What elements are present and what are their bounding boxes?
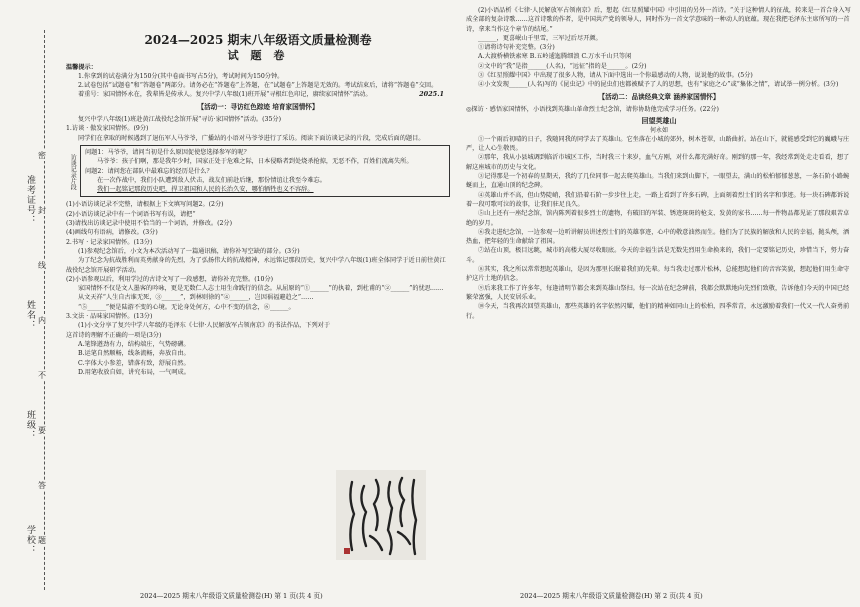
- article-paragraph: ③记得那是一个初春的星期天，我约了几位同事一起去爬英雄山。当我们来到山脚下，一眼望去，满山的松柏郁郁葱葱，一条石阶小路蜿蜒而上，直通山顶的纪念碑。: [466, 173, 850, 190]
- interview-line: 我们一起铭记那段历史吧，捍卫祖国和人民的长治久安，哪怕牺牲也义不容辞。: [97, 186, 314, 194]
- poem-line: A.大渡桥横铁索寒 B.五岭逶迤腾细浪 C.万水千山只等闲: [478, 53, 632, 61]
- q1-sub: (1)小语访谈记录不完整，请根据上下文填写问题2。(2分): [66, 201, 224, 209]
- article-paragraph: ①一个雨后初晴的日子，我随同我的同学去了英雄山。它坐落在小城的郊外，树木苍翠，山路曲折。站在山下，就能感受到它的巍峨与庄严，让人心生敬畏。: [466, 135, 850, 153]
- seal-dashed-line: [44, 30, 45, 590]
- seal-char: 线: [38, 261, 46, 270]
- q2-line: “⑤______”便是陆游不变的心境。无论身处何方，心中不变的信念，⑥______。: [78, 303, 295, 311]
- q1-sub: (3)请找出访谈记录中使用不恰当的一个词语，并修改。(2分): [66, 220, 233, 228]
- footer-left: 2024—2025 期末八年级语文质量检测卷(H) 第 1 页(共 4 页): [140, 592, 323, 600]
- activity2-heading: 【活动二：品读经典文章 涵养家国情怀】: [598, 92, 720, 101]
- poem-line: ③《红星照耀中国》中出现了很多人物，请从下面中选出一个你最感动的人物，说说他的故事。(5分): [478, 72, 753, 80]
- article-paragraph: ②那年，我从小县城调到临沂市城区工作，当时我三十来岁，血气方刚，对什么都充满好奇。刚到的那一年，我经常到处走走看看，想了解这座城市的历史与文化。: [466, 154, 850, 171]
- article-paragraph: ⑥我走进纪念馆，一边参观一边听讲解员讲述烈士们的英雄事迹，心中的敬意油然而生。他们为了民族的解放和人民的幸福，抛头颅，洒热血，把年轻的生命献给了祖国。: [466, 228, 850, 246]
- poem-line: ②文中的“我”是指______(人名)，“远征”指的是______。(2分): [478, 62, 647, 70]
- q1-sub: (4)画线句有语病，请修改。(3分): [66, 229, 158, 237]
- school-label: 学校：: [25, 525, 35, 555]
- q1-title: 1.访谈 · 傲发家国情怀。(9分): [66, 125, 149, 133]
- q2-intro: (1)参观纪念馆后，小文为本次活动写了一篇通讯稿，请你补写空缺的部分。(3分): [78, 247, 300, 255]
- q2-title: 2.书写 · 记录家国情怀。(13分): [66, 238, 153, 246]
- seal-char: 题: [38, 536, 46, 545]
- notice-item: 着重号：家国情怀永在，我辈皆是传承人。复兴中学八年级(1)班开展“寻根红色印记，赓续家国情怀”活动。: [78, 91, 372, 99]
- article-title: 回望英雄山: [641, 116, 677, 126]
- seal-char: 答: [38, 481, 46, 490]
- q3-title: 3.文法 · 品味家国情怀。(13分): [66, 313, 153, 321]
- q3-option: C.字体大小参差，错落有致，舒展自然。: [78, 359, 190, 367]
- exam-date: 2025.1: [419, 90, 444, 98]
- class-label: 班级：: [25, 410, 35, 440]
- interview-box-label: 访谈记录片段: [69, 153, 77, 190]
- activity1-intro: 复兴中学八年级(1)班赴黄江战役纪念馆开展“寻访·家国情怀”活动。(35分): [78, 116, 282, 124]
- q1-text: 同学们在拿取的时候遇到了退伍军人马爷爷，广播站的小语对马爷爷进行了采访。阅读下面访谈记录的片段，完成后面的题目。: [78, 134, 425, 142]
- activity2-intro: ◎探访 · 感悟家国情怀，小语找到英雄山革命烈士纪念馆，请你协助他完成学习任务。(22分): [466, 105, 719, 113]
- interview-line: 问题1：马爷爷，请问当初是什么原因促使您选择参军的呢？: [85, 148, 250, 156]
- right-q2-heading: (2)小语品析《七律·人民解放军占领南京》后，想起《红星照耀中国》中引用的另外一首诗。“关于这种情人的征战，转来是一首合身入写成全部的复杂诗歌……这首诗歌的作者，是中国共产党的领导人，同时作为一首文学意味的一种动人的底蕴。现在我把毛泽东主席所写的一首诗，拿来当作这个章节的结尾。”: [466, 7, 851, 33]
- interview-line: 在一次作战中，我们小队遭到敌人伏击，战友们前赴后继，那份情谊让我至今难忘。: [97, 176, 326, 184]
- article-author: 何永如: [649, 126, 668, 134]
- q2-line: 家国情怀不仅是文人墨客的吟咏，更是无数仁人志士用生命践行的信念。从屈原的“①______”的执着，到杜甫的“②______”的忧思……: [78, 285, 444, 293]
- q3-option: D.用笔收放自如，讲究布局，一气呵成。: [78, 368, 190, 376]
- article-paragraph: ④英雄山并不高，但山势陡峭，我们沿着石阶一步步往上走，一路上看到了许多石碑，上面刻着烈士们的名字和事迹。每一块石碑都诉说着一段可歌可泣的故事，让我们驻足良久。: [466, 191, 850, 208]
- seal-char: 不: [38, 371, 46, 380]
- article-paragraph: ⑩今天，当我再次回望英雄山，那些英雄的名字依然闪耀，他们的精神如同山上的松柏，四季常青，永远激励着我们一代又一代人奋勇前行。: [466, 303, 850, 320]
- article-paragraph: ⑨后来我工作了许多年，每逢清明节都会来到英雄山祭扫。每一次站在纪念碑前，我都会默默地向先烈们致敬，告诉他们今天的中国已经繁荣富强，人民安居乐业。: [466, 284, 850, 301]
- notice-item: 1.你拿到的试卷满分为150分(其中卷面书写占5分)，考试时间为150分钟。: [78, 72, 284, 80]
- interview-record-box: [69, 145, 450, 197]
- poem-line: ④小文发现______(人名)写的《昆虫记》中的昆虫们也都被赋予了人的思想，也有“家庭之心”或“集体之情”，请试举一例分析。(3分): [478, 81, 839, 89]
- q2-line: 从文天祥“人生自古谁无死，③______”，到林则徐的“④______，岂因祸福避趋之”……: [78, 294, 314, 302]
- left-column: [66, 28, 450, 377]
- poem-line: ______，更喜岷山千里雪，三军过后尽开颜。: [478, 34, 602, 42]
- seal-char: 内: [38, 316, 46, 325]
- interview-line: 马爷爷：孩子们啊，那是我年少时，国家正处于危难之际，日本侵略者到处烧杀抢掠，无恶不作，百姓们流离失所。: [97, 158, 413, 166]
- calligraphy-image: [336, 470, 426, 560]
- q2-sub2: (2)小语参观以后，利用学过的古诗文写了一段感想，请你补充完整。(10分): [66, 275, 274, 283]
- notice-item: 2.试卷包括“试题卷”和“答题卷”两部分。请务必在“答题卷”上答题，在“试题卷”上答题是无效的。考试结束后，请将“答题卷”交回。: [78, 82, 438, 90]
- binding-margin: [0, 0, 62, 607]
- q2-quote: 为了纪念为抗战胜利而英勇献身的先烈，为了弘扬伟大的抗战精神，永远铭记那段历史，复兴中学八年级(1)班全体同学于近日前往黄江战役纪念馆开展研学活动。: [66, 257, 446, 274]
- right-column: [466, 6, 852, 321]
- q1-sub: (2)小语访谈记录中有一个词语书写有误，请把“: [66, 210, 196, 218]
- seal-char: 密: [38, 151, 46, 160]
- article-paragraph: ⑧其实，我之所以常常想起英雄山，是因为那里长眠着我们的先辈。每当我走过那片松林，总能想起他们的音容笑貌，想起他们用生命守护这片土地的信念。: [466, 266, 850, 283]
- seal-char: 封: [38, 206, 46, 215]
- exam-number-label: 准考证号：: [25, 175, 35, 225]
- exam-subtitle: 试 题 卷: [227, 49, 289, 63]
- exam-title: 2024—2025 期末八年级语文质量检测卷: [144, 33, 372, 47]
- article-paragraph: ⑤山上还有一座纪念馆，馆内陈列着很多烈士的遗物，有破旧的军装、锈迹斑斑的枪支、发黄的家书……每一件物品都见证了那段艰苦卓绝的岁月。: [466, 210, 850, 227]
- q3-intro: (1)小文分享了复兴中学八年级的毛泽东《七律·人民解放军占领南京》的书法作品，下列对于这首诗的理解不正确的一项是(3分): [66, 322, 331, 339]
- q3-option: A.笔锋遒劲有力，结构端庄，气势磅礴。: [78, 340, 190, 348]
- poem-line: ①请将诗句补充完整。(3分): [478, 44, 555, 52]
- q3-option: B.运笔自然顺畅，线条流畅，奔放自由。: [78, 350, 190, 358]
- name-label: 姓名：: [25, 300, 35, 330]
- article-paragraph: ⑦站在山顶，极目远眺，城市的高楼大厦尽收眼底。今天的幸福生活是无数先烈用生命换来的，我们一定要铭记历史，珍惜当下，努力奋斗。: [466, 247, 850, 264]
- activity1-heading: 【活动一：寻访红色踪迹 培育家国情怀】: [197, 102, 319, 111]
- notice-heading: 温馨提示：: [66, 63, 97, 71]
- interview-line: 问题2：请问您在部队中最难忘的经历是什么？: [85, 167, 213, 175]
- footer-right: 2024—2025 期末八年级语文质量检测卷(H) 第 2 页(共 4 页): [520, 592, 703, 600]
- seal-char: 要: [38, 426, 46, 435]
